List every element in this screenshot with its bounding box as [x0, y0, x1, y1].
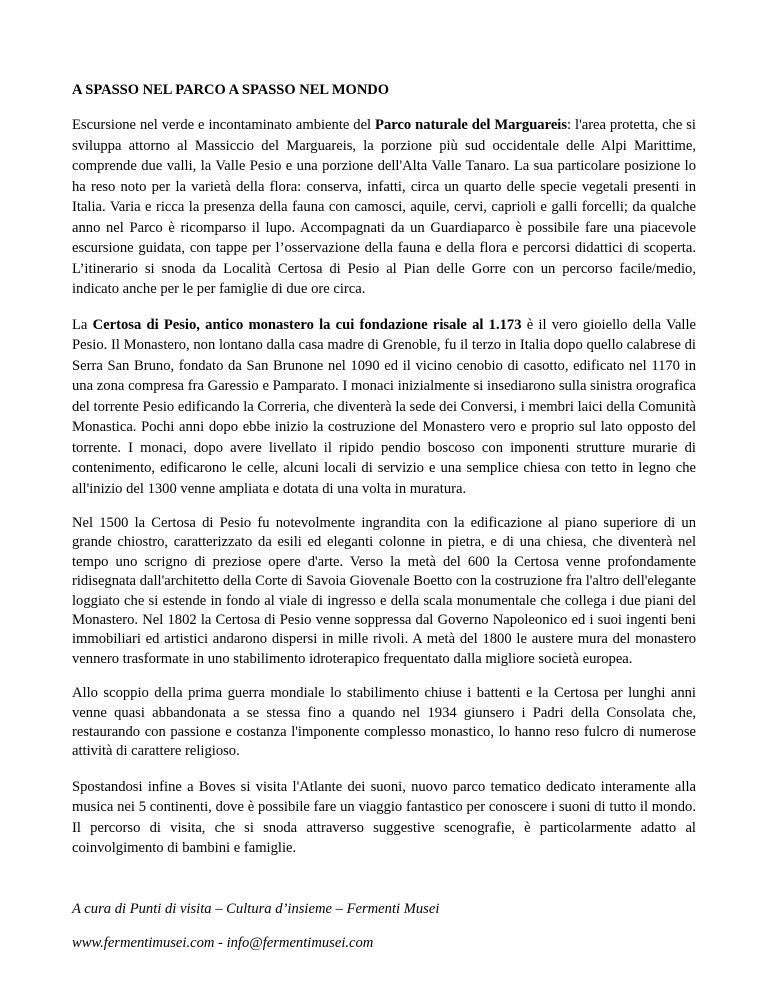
paragraph-text: La	[72, 316, 93, 333]
bold-phrase: Parco naturale del Marguareis	[375, 117, 568, 133]
paragraph-marguareis	[72, 115, 696, 300]
paragraph-certosa	[72, 315, 696, 500]
paragraph-boves: Spostandosi infine a Boves si visita l'Atlante dei suoni, nuovo parco tematico dedicato interamente alla musica nei 5 continenti, dove è possibile fare un viaggio fantastico per conoscere i suoni di tutto il mondo. Il percorso di visita, che si snoda attraverso suggestive scenografie, è particolarmente adatto al coinvolgimento di bambini e famiglie.	[72, 778, 696, 857]
paragraph-1500: Nel 1500 la Certosa di Pesio fu notevolmente ingrandita con la edificazione al piano superiore di un grande chiostro, caratterizzato da esili ed eleganti colonne in pietra, e di una chiesa, che diventerà nel tempo uno scrigno di preziose opere d'arte. Verso la metà del 600 la Certosa venne profondamente ridisegnata dall'architetto della Corte di Savoia Giovenale Boetto con la costruzione fra l'altro dell'elegante loggiato che si estende in fondo al viale di ingresso e della scala monumentale che collega i due piani del Monastero. Nel 1802 la Certosa di Pesio venne soppressa dal Governo Napoleonico ed i suoi ingenti beni immobiliari ed artistici andarono dispersi in mille rivoli. A metà del 1800 le austere mura del monastero vennero trasformate in uno stabilimento idroterapico frequentato dalla migliore società europea.	[72, 515, 696, 667]
credit-line: A cura di Punti di visita – Cultura d’insieme – Fermenti Musei	[72, 900, 440, 917]
bold-phrase: Certosa di Pesio, antico monastero la cui fondazione risale al 1.173	[92, 316, 522, 333]
paragraph-text: Escursione nel verde e incontaminato ambiente del	[72, 117, 376, 133]
paragraph-war: Allo scoppio della prima guerra mondiale lo stabilimento chiuse i battenti e la Certosa per lunghi anni venne quasi abbandonata a se stessa fino a quando nel 1934 giunsero i Padri della Consolata che, restaurando con passione e costanza l'imponente complesso monastico, lo hanno reso fulcro di numerose attività di carattere religioso.	[72, 685, 696, 760]
contact-links: www.fermentimusei.com - info@fermentimusei.com	[72, 934, 374, 951]
paragraph-text: : l'area protetta, che si sviluppa attorno al Massiccio del Marguareis, la porzione più sud occidentale delle Alpi Marittime, comprende due valli, la Valle Pesio e una porzione dell'Alta Valle Tanaro. La sua particolare posizione lo ha reso noto per la varietà della flora: conserva, infatti, circa un quarto delle specie vegetali presenti in Italia. Varia e ricca la presenza della fauna con camosci, aquile, cervi, caprioli e galli forcelli; da qualche anno nel Parco è ricomparso il lupo. Accompagnati da un Guardiaparco è possibile fare una piacevole escursione guidata, con tappe per l’osservazione della fauna e della flora e percorsi didattici di scoperta. L’itinerario si snoda da Località Certosa di Pesio al Pian delle Gorre con un percorso facile/medio, indicato anche per le per famiglie di due ore circa.	[72, 117, 696, 297]
paragraph-text: è il vero gioiello della Valle Pesio. Il Monastero, non lontano dalla casa madre di Grenoble, fu il terzo in Italia dopo quello calabrese di Serra San Bruno, fondato da San Brunone nel 1090 ed il vicino cenobio di casotto, edificato nel 1170 in una zona compresa fra Garessio e Pamparato. I monaci inizialmente si insediarono sulla sinistra orografica del torrente Pesio edificando la Correria, che diventerà la sede dei Conversi, i membri laici della Comunità Monastica. Pochi anni dopo ebbe inizio la costruzione del Monastero vero e proprio sul lato opposto del torrente. I monaci, dopo avere livellato il ripido pendio boscoso con imponenti strutture murarie di contenimento, edificarono le celle, alcuni locali di servizio e una semplice chiesa con tetto in legno che all'inizio del 1300 venne ampliata e dotata di una volta in muratura.	[72, 316, 697, 497]
document-title: A SPASSO NEL PARCO A SPASSO NEL MONDO	[72, 82, 390, 98]
